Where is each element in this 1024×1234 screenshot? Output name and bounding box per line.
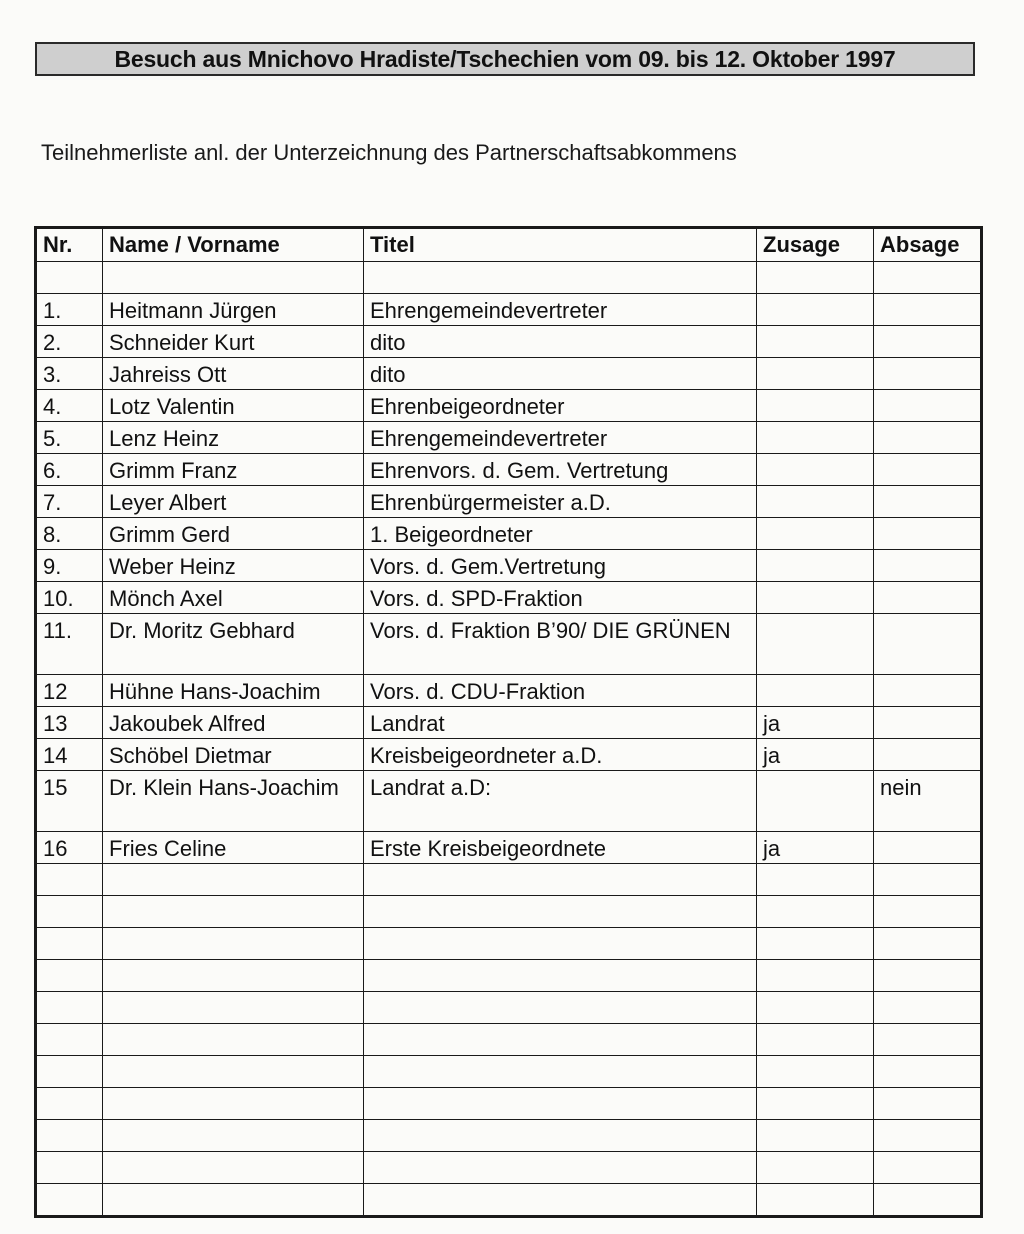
document-header: Besuch aus Mnichovo Hradiste/Tschechien vom 09. bis 12. Oktober 1997 (35, 42, 975, 76)
cell-absage (874, 294, 982, 326)
table-row-empty (36, 262, 982, 294)
table-row (36, 582, 982, 614)
cell-zusage (757, 422, 874, 454)
cell-zusage (757, 614, 874, 675)
cell-absage (874, 832, 982, 864)
cell-absage (874, 518, 982, 550)
cell-nr: 6. (36, 454, 103, 486)
table-row (36, 614, 982, 675)
cell-titel: Landrat a.D: (364, 771, 757, 832)
cell-absage (874, 614, 982, 675)
table-row (36, 422, 982, 454)
cell-zusage: ja (757, 739, 874, 771)
cell-absage (874, 358, 982, 390)
table-cell (874, 1120, 982, 1152)
column-header-name: Name / Vorname (103, 228, 364, 262)
cell-nr: 12 (36, 675, 103, 707)
table-row-empty (36, 928, 982, 960)
cell-name: Lotz Valentin (103, 390, 364, 422)
table-row-empty (36, 1120, 982, 1152)
column-header-nr: Nr. (36, 228, 103, 262)
cell-zusage (757, 675, 874, 707)
participant-table (34, 226, 983, 1218)
table-cell (757, 928, 874, 960)
table-cell (364, 1056, 757, 1088)
table-cell (103, 1120, 364, 1152)
cell-nr: 1. (36, 294, 103, 326)
table-row-empty (36, 992, 982, 1024)
cell-absage (874, 675, 982, 707)
cell-nr: 10. (36, 582, 103, 614)
cell-name: Fries Celine (103, 832, 364, 864)
table-cell (364, 1024, 757, 1056)
cell-name: Lenz Heinz (103, 422, 364, 454)
table-row-empty (36, 1184, 982, 1217)
cell-titel: dito (364, 358, 757, 390)
table-cell (874, 1088, 982, 1120)
table-cell (36, 1152, 103, 1184)
table-cell (757, 1184, 874, 1217)
column-header-zusage: Zusage (757, 228, 874, 262)
table-cell (364, 1184, 757, 1217)
cell-zusage (757, 518, 874, 550)
table-row (36, 326, 982, 358)
table-cell (757, 1056, 874, 1088)
cell-name: Weber Heinz (103, 550, 364, 582)
table-cell (103, 1056, 364, 1088)
cell-absage (874, 390, 982, 422)
cell-zusage (757, 582, 874, 614)
cell-nr: 2. (36, 326, 103, 358)
table-row-empty (36, 864, 982, 896)
table-cell (757, 1024, 874, 1056)
table-cell (103, 1024, 364, 1056)
table-cell (874, 960, 982, 992)
table-cell (103, 262, 364, 294)
cell-nr: 15 (36, 771, 103, 832)
table-cell (36, 1120, 103, 1152)
cell-name: Dr. Klein Hans-Joachim (103, 771, 364, 832)
cell-nr: 3. (36, 358, 103, 390)
table-cell (36, 1184, 103, 1217)
table-row-empty (36, 1056, 982, 1088)
table-cell (36, 896, 103, 928)
table-cell (874, 1024, 982, 1056)
table-cell (757, 992, 874, 1024)
cell-nr: 4. (36, 390, 103, 422)
cell-name: Grimm Gerd (103, 518, 364, 550)
cell-absage (874, 582, 982, 614)
cell-name: Schneider Kurt (103, 326, 364, 358)
cell-zusage: ja (757, 707, 874, 739)
cell-name: Mönch Axel (103, 582, 364, 614)
cell-zusage (757, 486, 874, 518)
cell-zusage (757, 358, 874, 390)
cell-zusage (757, 771, 874, 832)
table-cell (36, 262, 103, 294)
table-cell (36, 1024, 103, 1056)
cell-name: Grimm Franz (103, 454, 364, 486)
table-row (36, 707, 982, 739)
cell-zusage (757, 294, 874, 326)
table-cell (103, 928, 364, 960)
table-row (36, 739, 982, 771)
cell-zusage: ja (757, 832, 874, 864)
cell-titel: Ehrenbürgermeister a.D. (364, 486, 757, 518)
cell-titel: Landrat (364, 707, 757, 739)
table-cell (364, 992, 757, 1024)
table-cell (757, 1088, 874, 1120)
cell-nr: 8. (36, 518, 103, 550)
table-row (36, 390, 982, 422)
cell-nr: 13 (36, 707, 103, 739)
table-cell (364, 928, 757, 960)
cell-titel: dito (364, 326, 757, 358)
cell-titel: Erste Kreisbeigeordnete (364, 832, 757, 864)
table-cell (36, 960, 103, 992)
column-header-titel: Titel (364, 228, 757, 262)
table-cell (364, 960, 757, 992)
cell-nr: 11. (36, 614, 103, 675)
column-header-absage: Absage (874, 228, 982, 262)
cell-titel: 1. Beigeordneter (364, 518, 757, 550)
cell-zusage (757, 454, 874, 486)
cell-nr: 5. (36, 422, 103, 454)
cell-titel: Ehrengemeindevertreter (364, 422, 757, 454)
cell-nr: 7. (36, 486, 103, 518)
table-row (36, 518, 982, 550)
table-cell (874, 262, 982, 294)
cell-absage (874, 422, 982, 454)
table-cell (36, 928, 103, 960)
cell-zusage (757, 550, 874, 582)
cell-titel: Vors. d. Gem.Vertretung (364, 550, 757, 582)
cell-absage (874, 454, 982, 486)
table-row-empty (36, 1024, 982, 1056)
table-header-row (36, 228, 982, 262)
table-cell (103, 960, 364, 992)
cell-name: Jakoubek Alfred (103, 707, 364, 739)
cell-nr: 16 (36, 832, 103, 864)
cell-titel: Vors. d. SPD-Fraktion (364, 582, 757, 614)
table-cell (103, 1184, 364, 1217)
table-cell (364, 1120, 757, 1152)
table-cell (103, 1088, 364, 1120)
table-cell (36, 864, 103, 896)
table-cell (103, 896, 364, 928)
table-row (36, 294, 982, 326)
table-row (36, 675, 982, 707)
table-cell (757, 896, 874, 928)
table-row (36, 832, 982, 864)
table-row-empty (36, 896, 982, 928)
table-row (36, 486, 982, 518)
cell-nr: 9. (36, 550, 103, 582)
table-cell (757, 262, 874, 294)
table-cell (364, 1088, 757, 1120)
table-row (36, 550, 982, 582)
table-cell (757, 1152, 874, 1184)
table-cell (36, 992, 103, 1024)
cell-absage (874, 326, 982, 358)
table-row-empty (36, 1152, 982, 1184)
cell-name: Jahreiss Ott (103, 358, 364, 390)
cell-zusage (757, 326, 874, 358)
table-cell (757, 1120, 874, 1152)
table-cell (874, 1152, 982, 1184)
cell-absage: nein (874, 771, 982, 832)
table-row (36, 771, 982, 832)
cell-absage (874, 739, 982, 771)
cell-name: Leyer Albert (103, 486, 364, 518)
table-row (36, 358, 982, 390)
cell-titel: Ehrenbeigeordneter (364, 390, 757, 422)
cell-nr: 14 (36, 739, 103, 771)
table-cell (874, 928, 982, 960)
cell-titel: Kreisbeigeordneter a.D. (364, 739, 757, 771)
table-cell (874, 896, 982, 928)
table-cell (874, 1056, 982, 1088)
table-row-empty (36, 960, 982, 992)
table-cell (874, 864, 982, 896)
table-cell (36, 1056, 103, 1088)
table-cell (103, 864, 364, 896)
table-cell (103, 1152, 364, 1184)
table-body (36, 262, 982, 1217)
cell-name: Hühne Hans-Joachim (103, 675, 364, 707)
cell-titel: Vors. d. Fraktion B’90/ DIE GRÜNEN (364, 614, 757, 675)
cell-name: Dr. Moritz Gebhard (103, 614, 364, 675)
cell-absage (874, 550, 982, 582)
cell-titel: Vors. d. CDU-Fraktion (364, 675, 757, 707)
table-cell (103, 992, 364, 1024)
table-row (36, 454, 982, 486)
cell-absage (874, 707, 982, 739)
table-cell (757, 864, 874, 896)
cell-titel: Ehrengemeindevertreter (364, 294, 757, 326)
table-cell (364, 864, 757, 896)
table-cell (364, 1152, 757, 1184)
cell-name: Heitmann Jürgen (103, 294, 364, 326)
table-cell (36, 1088, 103, 1120)
table-cell (364, 262, 757, 294)
cell-zusage (757, 390, 874, 422)
document-subtitle: Teilnehmerliste anl. der Unterzeichnung des Partnerschaftsabkommens (41, 140, 737, 165)
cell-name: Schöbel Dietmar (103, 739, 364, 771)
cell-titel: Ehrenvors. d. Gem. Vertretung (364, 454, 757, 486)
table-cell (757, 960, 874, 992)
table-cell (364, 896, 757, 928)
table-row-empty (36, 1088, 982, 1120)
cell-absage (874, 486, 982, 518)
table-cell (874, 992, 982, 1024)
table-cell (874, 1184, 982, 1217)
